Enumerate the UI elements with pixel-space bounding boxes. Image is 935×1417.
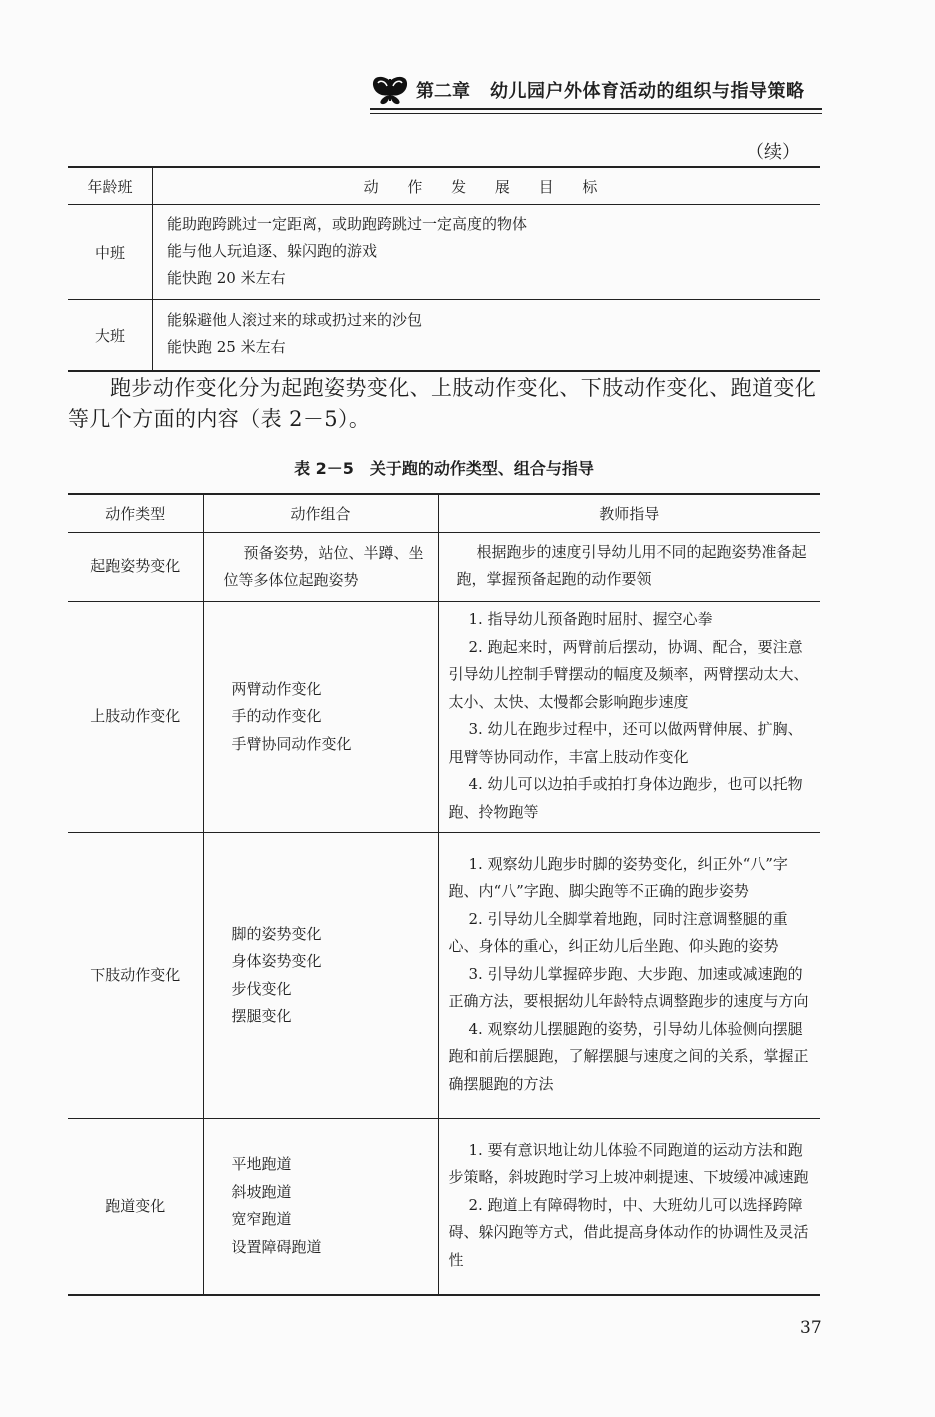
- table2-header-combo: 动作组合: [203, 494, 438, 533]
- butterfly-logo-icon: [370, 75, 410, 105]
- age-goals-table: [68, 166, 820, 372]
- guide-line: 2. 引导幼儿全脚掌着地跑，同时注意调整腿的重心、身体的重心，纠正幼儿后坐跑、仰头跑的姿势: [448, 909, 788, 956]
- combo-line: 预备姿势，站位、半蹲、坐位等多体位起跑姿势: [223, 543, 424, 589]
- combo-line: 斜坡跑道: [231, 1182, 292, 1201]
- guide-line: 3. 幼儿在跑步过程中，还可以做两臂伸展、扩胸、甩臂等协同动作，丰富上肢动作变化: [448, 720, 803, 766]
- combo-line: 步伐变化: [231, 979, 292, 998]
- goal-line: 能躲避他人滚过来的球或扔过来的沙包: [167, 311, 423, 329]
- action-type-cell: 上肢动作变化: [68, 602, 203, 833]
- header-rule: [370, 108, 822, 110]
- page-number: 37: [800, 1318, 822, 1338]
- table1-header-goals: 动 作 发 展 目 标: [153, 167, 821, 205]
- goal-line: 能快跑 25 米左右: [167, 338, 286, 356]
- guide-line: 1. 指导幼儿预备跑时屈肘、握空心拳: [468, 610, 713, 628]
- guide-line: 根据跑步的速度引导幼儿用不同的起跑姿势准备起跑，掌握预备起跑的动作要领: [456, 542, 807, 588]
- header-rule-thin: [370, 113, 822, 114]
- guide-line: 1. 观察幼儿跑步时脚的姿势变化，纠正外“八”字跑、内“八”字跑、脚尖跑等不正确的跑步姿势: [448, 854, 788, 901]
- teacher-guide-cell: [438, 833, 820, 1119]
- goals-cell: [153, 300, 821, 372]
- combo-line: 摆腿变化: [231, 1007, 292, 1025]
- action-type-cell: 跑道变化: [105, 1196, 166, 1215]
- combo-line: 两臂动作变化: [231, 679, 322, 698]
- guide-line: 2. 跑起来时，两臂前后摆动，协调、配合，要注意引导幼儿控制手臂摆动的幅度及频率，两臂摆动太大、太小、太快、太慢都会影响跑步速度: [448, 637, 809, 711]
- running-actions-table: [68, 493, 820, 1296]
- table-row: [68, 300, 820, 372]
- running-header: [370, 72, 820, 108]
- goal-line: 能与他人玩追逐、躲闪跑的游戏: [167, 241, 378, 260]
- table-caption: 表 2－5 关于跑的动作类型、组合与指导: [294, 459, 594, 478]
- action-combo-cell: [203, 602, 438, 833]
- chapter-title: 幼儿园户外体育活动的组织与指导策略: [490, 81, 805, 102]
- guide-line: 4. 观察幼儿摆腿跑的姿势，引导幼儿体验侧向摆腿跑和前后摆腿跑，了解摆腿与速度之间的关系，掌握正确摆腿跑的方法: [448, 1019, 809, 1093]
- combo-line: 平地跑道: [231, 1155, 292, 1174]
- table-row: [68, 533, 820, 602]
- goal-line: 能助跑跨跳过一定距离，或助跑跨跳过一定高度的物体: [167, 214, 528, 233]
- table-row: [68, 833, 820, 1119]
- table2-header-guide: 教师指导: [438, 494, 820, 533]
- combo-line: 设置障碍跑道: [231, 1237, 322, 1256]
- goals-cell: [153, 205, 821, 300]
- action-combo-cell: [203, 1119, 438, 1295]
- teacher-guide-cell: [438, 1119, 820, 1295]
- age-cell: 中班: [68, 205, 153, 300]
- guide-line: 1. 要有意识地让幼儿体验不同跑道的运动方法和跑步策略，斜坡跑时学习上坡冲刺提速、下坡缓冲减速跑: [448, 1140, 809, 1186]
- action-combo-cell: [203, 533, 438, 602]
- combo-line: 手的动作变化: [231, 707, 322, 726]
- table-row: [68, 205, 820, 300]
- teacher-guide-cell: [438, 602, 820, 833]
- table2-header-type: 动作类型: [68, 494, 203, 533]
- combo-line: 身体姿势变化: [231, 952, 322, 970]
- table1-header-age: 年龄班: [68, 167, 153, 205]
- action-type-cell: 起跑姿势变化: [68, 533, 203, 602]
- table-row: [68, 602, 820, 833]
- action-type-cell: 下肢动作变化: [68, 833, 203, 1119]
- combo-line: 宽窄跑道: [231, 1210, 292, 1229]
- chapter-label: 第二章: [416, 81, 470, 102]
- action-combo-cell: [203, 833, 438, 1119]
- continued-label: （续）: [746, 142, 800, 163]
- teacher-guide-cell: [438, 533, 820, 602]
- combo-line: 脚的姿势变化: [231, 924, 322, 943]
- combo-line: 手臂协同动作变化: [231, 734, 352, 753]
- body-paragraph: 跑步动作变化分为起跑姿势变化、上肢动作变化、下肢动作变化、跑道变化等几个方面的内容（表 2－5）。: [68, 376, 817, 431]
- guide-line: 4. 幼儿可以边拍手或拍打身体边跑步，也可以托物跑、拎物跑等: [448, 775, 803, 821]
- guide-line: 3. 引导幼儿掌握碎步跑、大步跑、加速或减速跑的正确方法，要根据幼儿年龄特点调整跑步的速度与方向: [448, 964, 809, 1011]
- table-row: [68, 1119, 820, 1295]
- goal-line: 能快跑 20 米左右: [167, 268, 286, 287]
- guide-line: 2. 跑道上有障碍物时，中、大班幼儿可以选择跨障碍、躲闪跑等方式，借此提高身体动作的协调性及灵活性: [448, 1195, 809, 1269]
- age-cell: 大班: [94, 326, 125, 345]
